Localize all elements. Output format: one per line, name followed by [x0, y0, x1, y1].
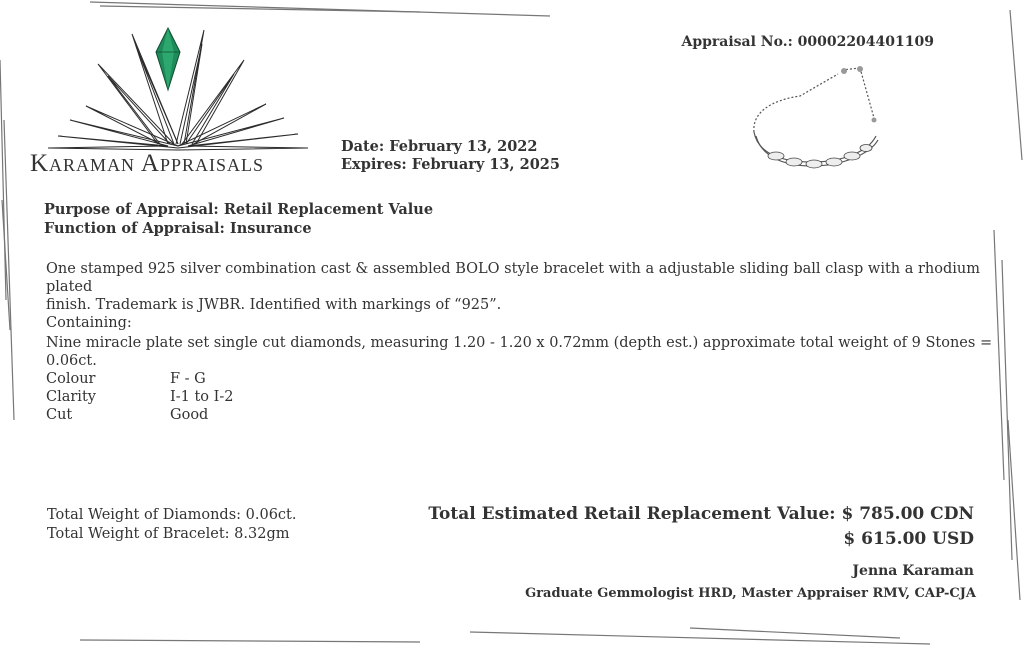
brand-name: Karaman Appraisals — [30, 150, 265, 177]
spec-value: Good — [170, 407, 209, 423]
description-line: finish. Trademark is JWBR. Identified with markings of “925”. — [46, 297, 502, 313]
spec-row — [46, 388, 1006, 406]
total-weight-bracelet: Total Weight of Bracelet: 8.32gm — [47, 526, 290, 542]
function-of-appraisal: Function of Appraisal: Insurance — [44, 220, 312, 237]
weights-block — [47, 506, 296, 544]
dates-block — [341, 138, 560, 174]
bracelet-photo — [742, 62, 882, 180]
retail-value-usd: $ 615.00 USD — [843, 529, 974, 549]
appraiser-name: Jenna Karaman — [852, 563, 974, 579]
total-weight-diamonds: Total Weight of Diamonds: 0.06ct. — [47, 507, 297, 523]
description-line: One stamped 925 silver combination cast & assembled BOLO style bracelet with a adjustable sliding ball clasp with a rhodium plated — [46, 261, 980, 295]
gem — [156, 28, 180, 90]
description-line: Containing: — [46, 315, 132, 331]
appraisal-number: Appraisal No.: 00002204401109 — [681, 34, 934, 50]
spec-value: I-1 to I-2 — [170, 389, 234, 405]
expiry-date: Expires: February 13, 2025 — [341, 156, 560, 173]
purpose-of-appraisal: Purpose of Appraisal: Retail Replacement Value — [44, 201, 434, 218]
spec-row — [46, 406, 1006, 424]
retail-value-cdn: Total Estimated Retail Replacement Value: $ 785.00 CDN — [428, 504, 974, 524]
spec-value: F - G — [170, 371, 206, 387]
spec-row — [46, 370, 1006, 388]
purpose-block — [44, 200, 433, 238]
spec-label: Cut — [46, 407, 73, 423]
stones-summary: Nine miracle plate set single cut diamonds, measuring 1.20 - 1.20 x 0.72mm (depth est.) approximate total weight of 9 Stones = 0.06ct. — [46, 335, 993, 369]
item-description — [46, 260, 986, 332]
appraiser-credentials: Graduate Gemmologist HRD, Master Appraiser RMV, CAP-CJA — [525, 586, 976, 601]
spec-label: Clarity — [46, 389, 96, 405]
stones-block — [46, 334, 1006, 424]
appraisal-date: Date: February 13, 2022 — [341, 138, 538, 155]
spec-label: Colour — [46, 371, 96, 387]
